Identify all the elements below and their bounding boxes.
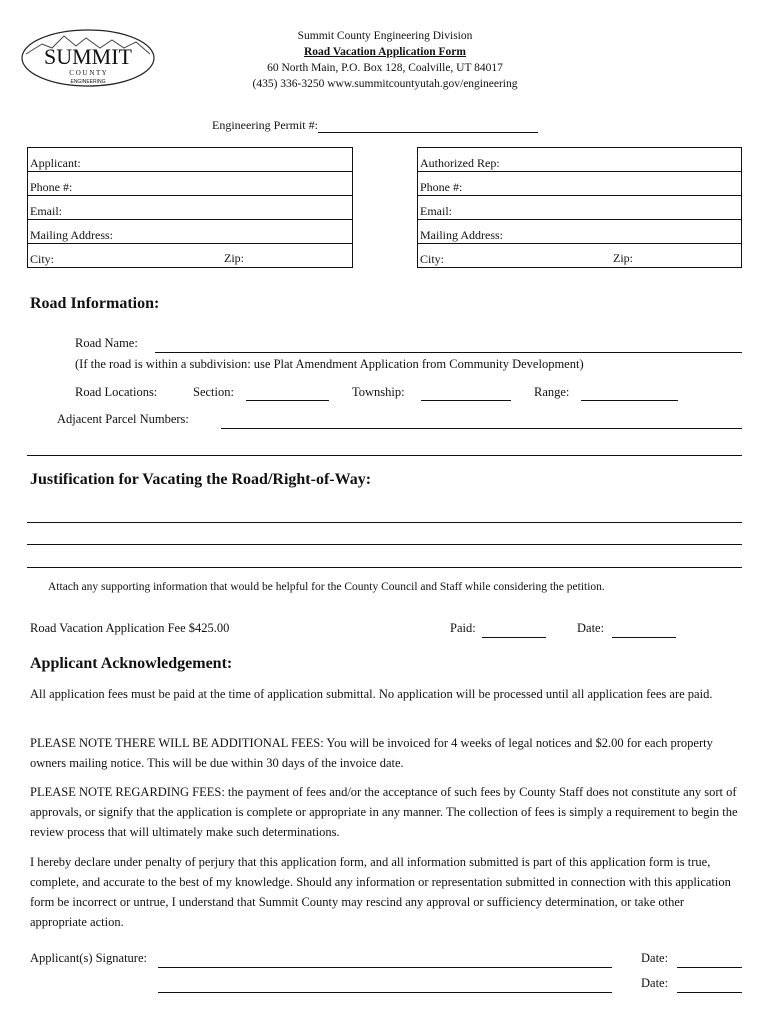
paid-label: Paid: [450, 621, 476, 635]
ack-paragraph-2: PLEASE NOTE THERE WILL BE ADDITIONAL FEES: You will be invoiced for 4 weeks of legal notices and $2.00 for each property owners mailing notice. This will be due within 30 days of the invoice date. [30, 736, 713, 770]
township-label: Township: [352, 385, 405, 399]
permit-label: Engineering Permit #: [212, 118, 318, 132]
road-locations-label: Road Locations: [75, 385, 158, 399]
rep-email-field[interactable] [418, 196, 742, 220]
logo-county: C O U N T Y [69, 69, 107, 77]
rep-email-label: Email: [420, 204, 452, 218]
signature-date-line-2[interactable] [677, 992, 742, 993]
parcel-numbers-label: Adjacent Parcel Numbers: [57, 412, 189, 426]
ack-paragraph-3: PLEASE NOTE REGARDING FEES: the payment of fees and/or the acceptance of such fees by County Staff does not constitute any sort of approvals, or signify that the application is complete or appropriate in any manner. The collection of fees is simply a requirement to begin the review process that will ultimately make such determinations. [30, 785, 738, 839]
road-info-title: Road Information: [30, 295, 160, 312]
signature-date-line-1[interactable] [677, 967, 742, 968]
ack-paragraph-4: I hereby declare under penalty of perjury that this application form, and all information submitted is part of this application form is true, complete, and accurate to the best of my knowledge. Should any information or representation submitted in connection with this application form be incorrect or untrue, I understand that Summit County may rescind any approval or sufficiency determination, or take other appropriate action. [30, 855, 731, 929]
logo-wordmark: SUMMIT [43, 44, 133, 69]
subdivision-note: (If the road is within a subdivision: use Plat Amendment Application from Community Development) [75, 357, 584, 371]
fee-label: Road Vacation Application Fee $425.00 [30, 621, 230, 635]
parcel-numbers-line-1[interactable] [221, 428, 742, 429]
rep-city-label: City: [420, 252, 445, 266]
applicant-mailing-label: Mailing Address: [30, 228, 113, 242]
range-label: Range: [534, 385, 570, 399]
paid-line[interactable] [482, 637, 546, 638]
applicant-email-field[interactable] [28, 196, 353, 220]
rep-field[interactable] [418, 148, 742, 172]
applicant-city-label: City: [30, 252, 55, 266]
justification-line-1[interactable] [27, 522, 742, 523]
justification-line-2[interactable] [27, 544, 742, 545]
justification-line-3[interactable] [27, 567, 742, 568]
ack-paragraph-1: All application fees must be paid at the time of application submittal. No application will be processed until all application fees are paid. [30, 687, 713, 701]
rep-table [417, 147, 742, 268]
township-line[interactable] [421, 400, 511, 401]
form-header [200, 28, 570, 92]
fee-date-line[interactable] [612, 637, 676, 638]
rep-label: Authorized Rep: [420, 156, 500, 170]
rep-mailing-field[interactable] [418, 220, 742, 244]
permit-number-field[interactable] [212, 118, 538, 133]
applicant-mailing-field[interactable] [28, 220, 353, 244]
section-line[interactable] [246, 400, 329, 401]
form-title: Road Vacation Application Form [304, 46, 466, 58]
applicant-email-label: Email: [30, 204, 62, 218]
section-label: Section: [193, 385, 234, 399]
signature-line-1[interactable] [158, 967, 612, 968]
fee-date-label: Date: [577, 621, 605, 635]
rep-city-zip-field[interactable] [418, 244, 742, 268]
applicant-label: Applicant: [30, 156, 81, 170]
rep-zip-label: Zip: [613, 251, 633, 265]
office-address: 60 North Main, P.O. Box 128, Coalville, UT 84017 [267, 62, 503, 74]
signature-date-label-2: Date: [641, 976, 669, 990]
applicant-field[interactable] [28, 148, 353, 172]
applicant-phone-label: Phone #: [30, 180, 73, 194]
contact-line: (435) 336-3250 www.summitcountyutah.gov/engineering [252, 78, 518, 90]
signature-label: Applicant(s) Signature: [30, 951, 147, 965]
rep-phone-label: Phone #: [420, 180, 463, 194]
road-name-line[interactable] [155, 352, 742, 353]
applicant-phone-field[interactable] [28, 172, 353, 196]
rep-mailing-label: Mailing Address: [420, 228, 503, 242]
parcel-numbers-line-2[interactable] [27, 455, 742, 456]
acknowledgement-title: Applicant Acknowledgement: [30, 655, 233, 672]
justification-title: Justification for Vacating the Road/Right-of-Way: [30, 471, 372, 488]
range-line[interactable] [581, 400, 678, 401]
signature-date-label-1: Date: [641, 951, 669, 965]
applicant-table [27, 147, 353, 268]
applicant-city-zip-field[interactable] [28, 244, 353, 268]
road-name-label: Road Name: [75, 336, 138, 350]
applicant-zip-label: Zip: [224, 251, 244, 265]
attach-note: Attach any supporting information that would be helpful for the County Council and Staff while considering the petition. [48, 581, 605, 593]
signature-line-2[interactable] [158, 992, 612, 993]
division-name: Summit County Engineering Division [297, 30, 473, 42]
logo-subtitle: ENGINEERING [70, 79, 106, 85]
rep-phone-field[interactable] [418, 172, 742, 196]
summit-county-logo [20, 28, 156, 88]
permit-blank[interactable] [318, 120, 538, 133]
